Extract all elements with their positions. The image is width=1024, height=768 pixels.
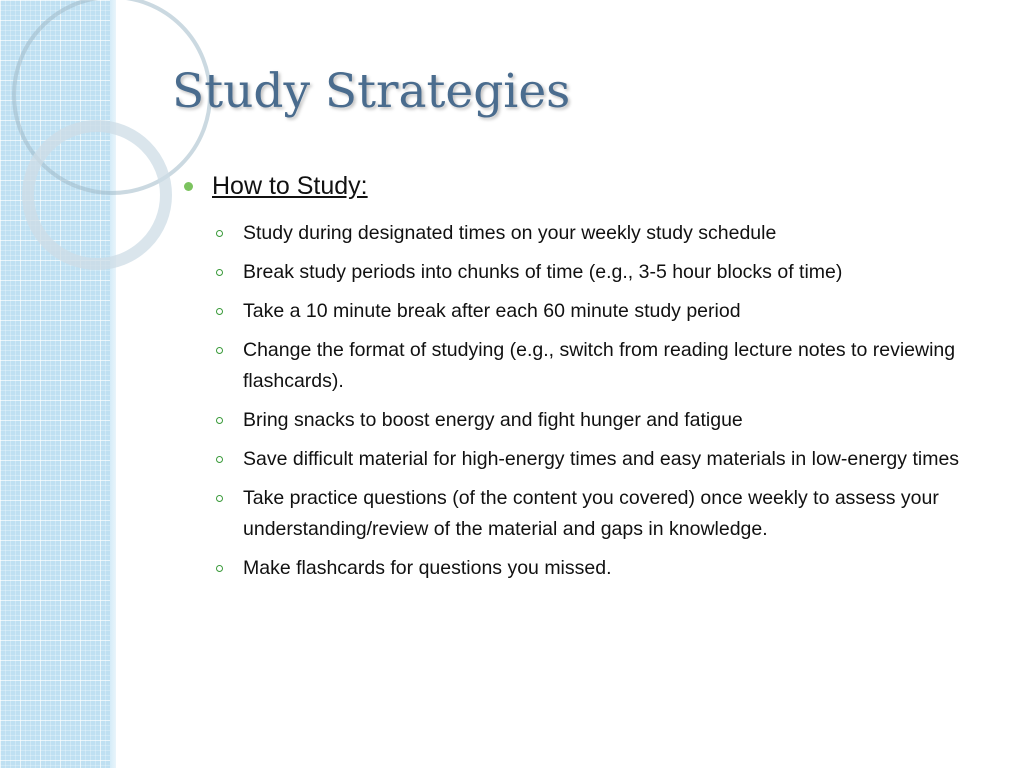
list-item-text: Save difficult material for high-energy times and easy materials in low-energy times (243, 448, 960, 470)
filled-bullet-icon (184, 182, 193, 191)
list-item (216, 296, 996, 327)
hollow-bullet-icon (216, 495, 223, 502)
list-item (216, 218, 996, 249)
hollow-bullet-icon (216, 269, 223, 276)
list-item-text: Change the format of studying (e.g., switch from reading lecture notes to reviewing flashcards). (243, 339, 956, 392)
study-tips-list (216, 218, 996, 592)
list-item-text: Make flashcards for questions you missed. (243, 557, 612, 579)
bullet-how-to-study (184, 172, 368, 201)
hollow-bullet-icon (216, 230, 223, 237)
list-item (216, 335, 996, 397)
list-item-text: Bring snacks to boost energy and fight hunger and fatigue (243, 409, 743, 431)
hollow-bullet-icon (216, 456, 223, 463)
list-item (216, 444, 996, 475)
list-item-text: Take a 10 minute break after each 60 minute study period (243, 300, 741, 322)
list-item (216, 483, 996, 545)
list-item-text: Study during designated times on your weekly study schedule (243, 222, 777, 244)
list-item (216, 257, 996, 288)
hollow-bullet-icon (216, 417, 223, 424)
list-item (216, 553, 996, 584)
list-item-text: Break study periods into chunks of time (e.g., 3-5 hour blocks of time) (243, 261, 843, 283)
hollow-bullet-icon (216, 308, 223, 315)
bullet-heading: How to Study: (212, 172, 368, 200)
hollow-bullet-icon (216, 347, 223, 354)
slide-title: Study Strategies (172, 64, 571, 119)
hollow-bullet-icon (216, 565, 223, 572)
list-item (216, 405, 996, 436)
list-item-text: Take practice questions (of the content you covered) once weekly to assess your understanding/review of the material and gaps in knowledge. (243, 487, 939, 540)
decorative-ring-small (22, 120, 172, 270)
